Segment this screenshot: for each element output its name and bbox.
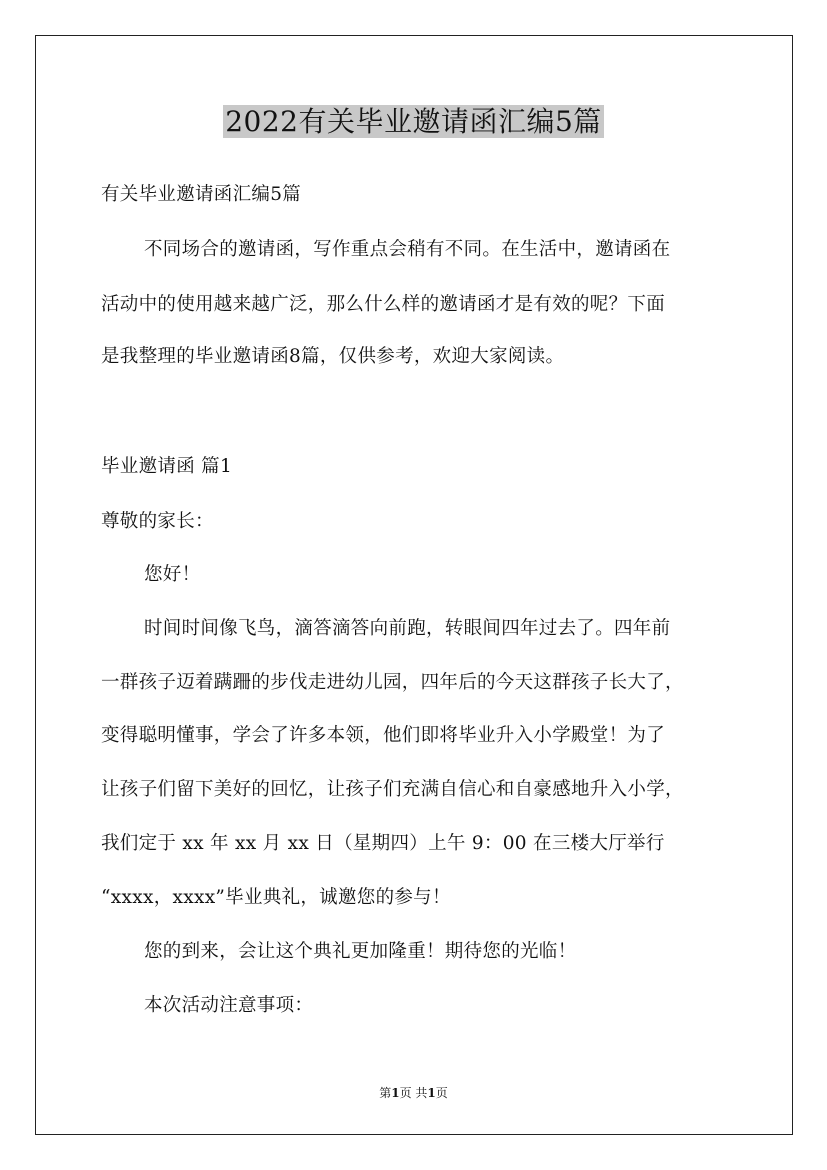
footer-page-number: 1 xyxy=(391,1086,400,1100)
footer-label-a: 第 xyxy=(379,1086,392,1100)
document-title xyxy=(0,100,827,144)
closing-line: 您的到来，会让这个典礼更加隆重！期待您的光临！ xyxy=(144,941,577,962)
body-line-1: 时间时间像飞鸟，滴答滴答向前跑，转眼间四年过去了。四年前 xyxy=(144,618,671,639)
body-line-3: 变得聪明懂事，学会了许多本领，他们即将毕业升入小学殿堂！为了 xyxy=(101,725,666,746)
footer-label-c: 页 xyxy=(435,1086,448,1100)
footer-total-pages: 1 xyxy=(427,1086,436,1100)
subtitle: 有关毕业邀请函汇编5篇 xyxy=(101,184,302,205)
salutation: 尊敬的家长： xyxy=(101,511,214,532)
footer-label-b: 页 共 xyxy=(399,1086,428,1100)
title-text: 2022有关毕业邀请函汇编5篇 xyxy=(225,105,602,138)
body-line-6: “xxxx，xxxx”毕业典礼，诚邀您的参与！ xyxy=(101,887,451,908)
notes-heading: 本次活动注意事项： xyxy=(144,995,314,1016)
body-line-5: 我们定于 xx 年 xx 月 xx 日（星期四）上午 9：00 在三楼大厅举行 xyxy=(101,833,665,854)
page-footer xyxy=(0,1084,827,1101)
body-line-2: 一群孩子迈着蹒跚的步伐走进幼儿园，四年后的今天这群孩子长大了， xyxy=(101,672,684,693)
intro-line-3: 是我整理的毕业邀请函8篇，仅供参考，欢迎大家阅读。 xyxy=(101,346,565,367)
greeting: 您好！ xyxy=(144,564,201,585)
section-heading: 毕业邀请函 篇1 xyxy=(101,456,233,477)
intro-line-2: 活动中的使用越来越广泛，那么什么样的邀请函才是有效的呢？下面 xyxy=(101,294,666,315)
body-line-4: 让孩子们留下美好的回忆，让孩子们充满自信心和自豪感地升入小学， xyxy=(101,779,684,800)
intro-line-1: 不同场合的邀请函，写作重点会稍有不同。在生活中，邀请函在 xyxy=(144,239,671,260)
